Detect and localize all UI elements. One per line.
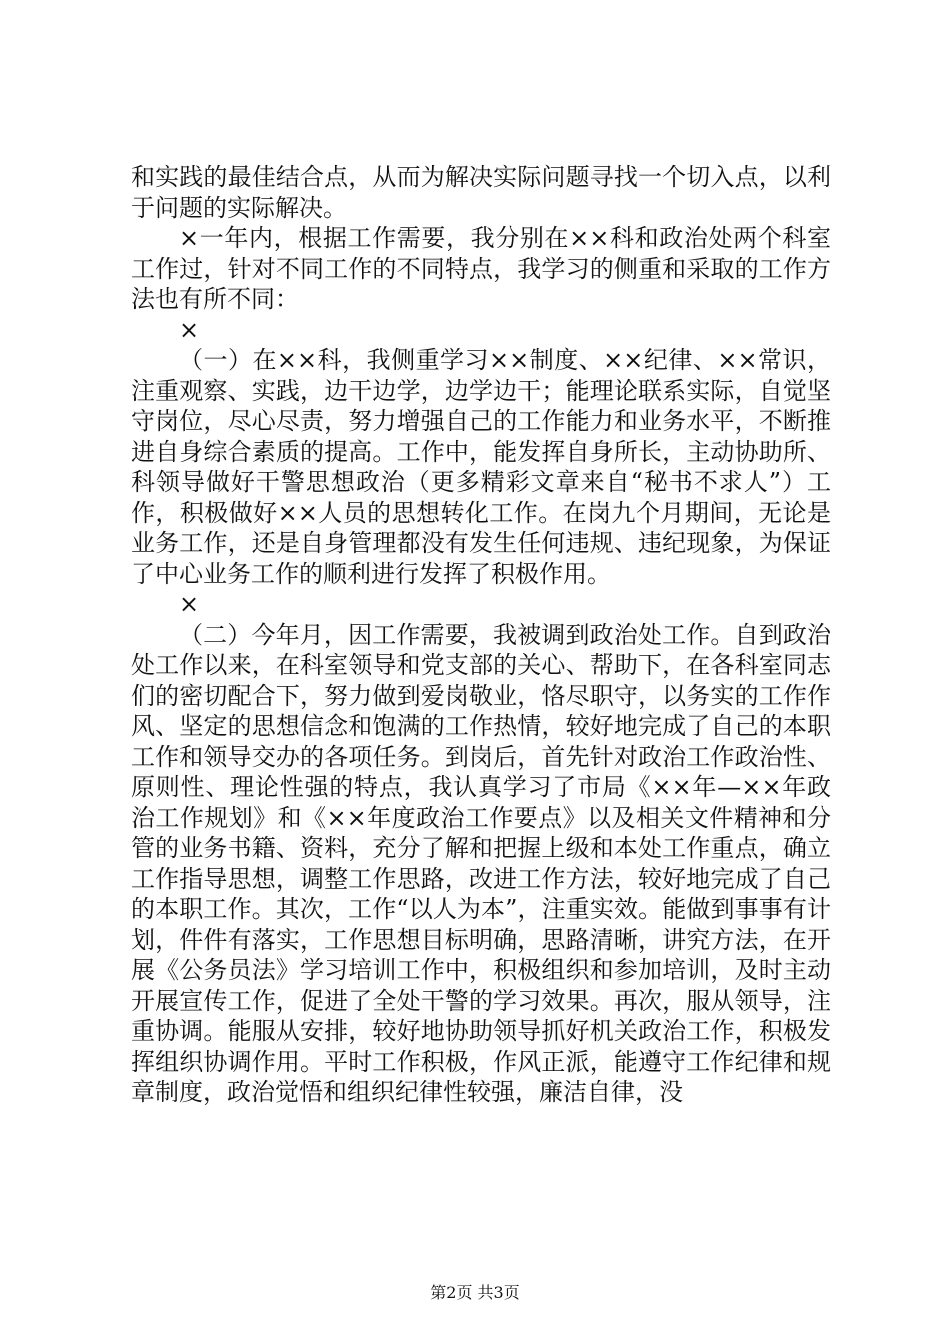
paragraph-overview: ×一年内，根据工作需要，我分别在××科和政治处两个科室工作过，针对不同工作的不同特点，我学习的侧重和采取的工作方法也有所不同： [131, 224, 831, 313]
paragraph-intro: 和实践的最佳结合点，从而为解决实际问题寻找一个切入点，以利于问题的实际解决。 [131, 163, 831, 222]
paragraph-section-two: （二）今年月，因工作需要，我被调到政治处工作。自到政治处工作以来，在科室领导和党支部的关心、帮助下，在各科室同志们的密切配合下，努力做到爱岗敬业，恪尽职守，以务实的工作作风、坚定的思想信念和饱满的工作热情，较好地完成了自己的本职工作和领导交办的各项任务。到岗后，首先针对政治工作政治性、原则性、理论性强的特点，我认真学习了市局《××年—××年政治工作规划》和《××年度政治工作要点》以及相关文件精神和分管的业务书籍、资料，充分了解和把握上级和本处工作重点，确立工作指导思想，调整工作思路，改进工作方法，较好地完成了自己的本职工作。其次，工作“以人为本”，注重实效。能做到事事有计划，件件有落实，工作思想目标明确，思路清晰，讲究方法，在开展《公务员法》学习培训工作中，积极组织和参加培训，及时主动开展宣传工作，促进了全处干警的学习效果。再次，服从领导，注重协调。能服从安排，较好地协助领导抓好机关政治工作，积极发挥组织协调作用。平时工作积极，作风正派，能遵守工作纪律和规章制度，政治觉悟和组织纪律性较强，廉洁自律，没 [131, 620, 831, 1106]
document-body [131, 162, 831, 1108]
section-marker: × [179, 315, 200, 344]
paragraph-section-one: （一）在××科，我侧重学习××制度、××纪律、××常识，注重观察、实践，边干边学，边学边干；能理论联系实际，自觉坚守岗位，尽心尽责，努力增强自己的工作能力和业务水平，不断推进自身综合素质的提高。工作中，能发挥自身所长，主动协助所、科领导做好干警思想政治（更多精彩文章来自“秘书不求人”）工作，积极做好××人员的思想转化工作。在岗九个月期间，无论是业务工作，还是自身管理都没有发生任何违规、违纪现象，为保证了中心业务工作的顺利进行发挥了积极作用。 [131, 346, 831, 588]
page-number-footer: 第2页 共3页 [430, 1283, 520, 1302]
section-marker: × [179, 590, 200, 618]
